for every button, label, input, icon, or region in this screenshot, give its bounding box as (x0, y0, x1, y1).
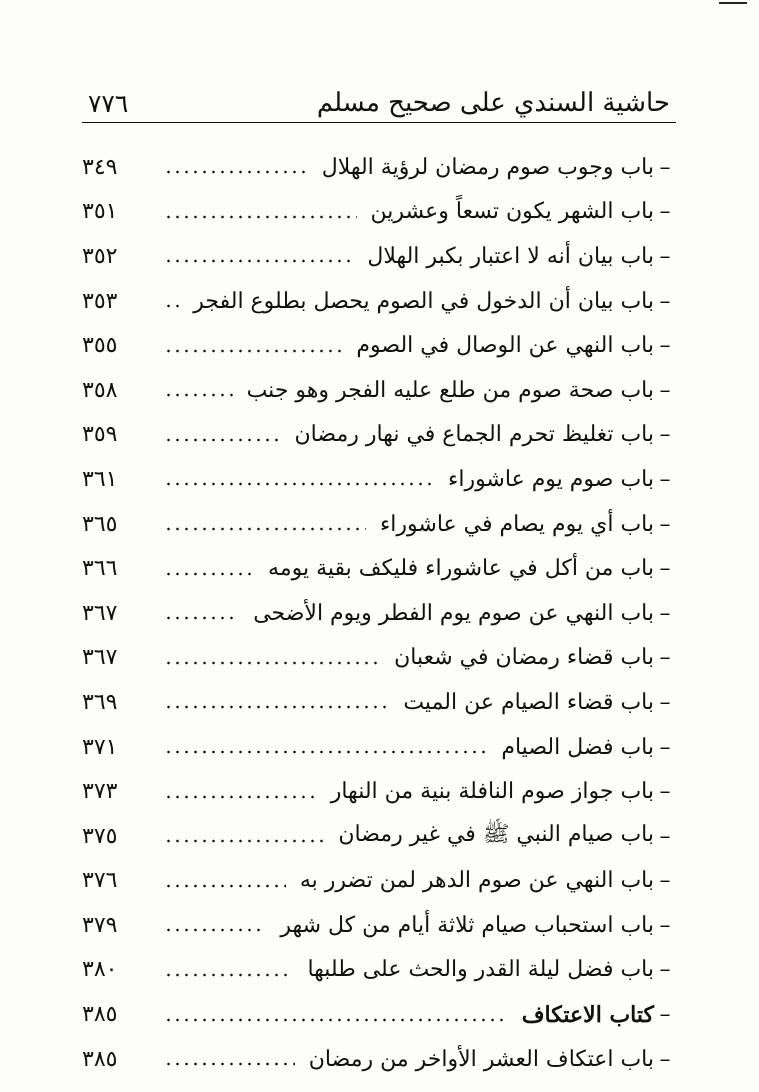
toc-dash: – (659, 333, 671, 359)
toc-entry-page: ٣٦١ (82, 466, 118, 492)
toc-entry-page: ٣٥١ (82, 199, 118, 225)
page-header (82, 72, 676, 123)
toc-entry (82, 903, 676, 948)
toc-entry (82, 948, 676, 993)
dot-leader (164, 170, 308, 174)
toc-dash: – (659, 912, 671, 938)
toc-entry (82, 457, 676, 502)
page-number: ٧٧٦ (88, 89, 129, 118)
dot-leader (164, 259, 353, 263)
toc-entry-page: ٣٦٥ (82, 511, 118, 537)
toc-entry-page: ٣٥٣ (82, 288, 118, 314)
toc-dash: – (659, 556, 671, 582)
toc-dash: – (659, 779, 671, 805)
toc-entry (82, 145, 676, 190)
toc-dash: – (659, 957, 671, 983)
toc-dash: – (659, 422, 671, 448)
toc-dash: – (659, 288, 671, 314)
toc-entry-title: باب صوم يوم عاشوراء (447, 466, 654, 492)
table-of-contents (82, 145, 676, 1081)
toc-entry-title: باب أي يوم يصام في عاشوراء (379, 511, 654, 537)
toc-entry (82, 769, 676, 814)
toc-entry-title: باب النهي عن صوم يوم الفطر ويوم الأضحى (253, 600, 654, 626)
toc-entry-page: ٣٦٧ (82, 600, 118, 626)
toc-entry-page: ٣٧٥ (82, 823, 118, 849)
toc-entry-title: باب جواز صوم النافلة بنية من النهار (330, 779, 654, 805)
dot-leader (164, 572, 254, 576)
toc-entry (82, 680, 676, 725)
toc-entry-title: باب بيان أن الدخول في الصوم يحصل بطلوع الفجر (193, 288, 654, 314)
toc-dash: – (659, 823, 671, 849)
toc-entry-title: باب قضاء الصيام عن الميت (403, 689, 654, 715)
dot-leader (164, 884, 286, 888)
dot-leader (164, 527, 366, 531)
toc-entry (82, 546, 676, 591)
toc-dash: – (659, 377, 671, 403)
running-title: حاشية السندي على صحيح مسلم (316, 88, 670, 118)
dot-leader (164, 215, 357, 219)
toc-entry-title: باب النهي عن الوصال في الصوم (356, 333, 654, 359)
toc-entry-page: ٣٨٥ (82, 1046, 118, 1072)
dot-leader (164, 1018, 508, 1022)
dot-leader (164, 928, 266, 932)
toc-entry-page: ٣٤٩ (82, 154, 118, 180)
toc-entry (82, 992, 676, 1037)
toc-entry-title: باب استحباب صيام ثلاثة أيام من كل شهر (280, 912, 654, 938)
toc-entry (82, 279, 676, 324)
page (82, 72, 676, 1081)
toc-entry (82, 814, 676, 859)
toc-entry-page: ٣٨٠ (82, 957, 118, 983)
toc-dash: – (659, 243, 671, 269)
toc-entry-page: ٣٧٩ (82, 912, 118, 938)
toc-dash: – (659, 868, 671, 894)
toc-entry (82, 234, 676, 279)
toc-entry-page: ٣٥٩ (82, 422, 118, 448)
dot-leader (164, 304, 179, 308)
corner-mark (719, 2, 747, 4)
dot-leader (164, 705, 389, 709)
toc-entry-title: باب فضل ليلة القدر والحث على طلبها (307, 957, 654, 983)
toc-entry (82, 413, 676, 458)
toc-entry (82, 1037, 676, 1082)
dot-leader (164, 795, 317, 799)
dot-leader (164, 839, 324, 843)
toc-entry-page: ٣٦٦ (82, 556, 118, 582)
toc-entry-title: باب النهي عن صوم الدهر لمن تضرر به (299, 868, 654, 894)
toc-entry-page: ٣٦٩ (82, 689, 118, 715)
toc-entry-page: ٣٧١ (82, 734, 118, 760)
toc-entry-title: باب اعتكاف العشر الأواخر من رمضان (308, 1046, 654, 1072)
toc-entry-title: باب صيام النبي ﷺ في غير رمضان (338, 822, 654, 848)
toc-entry (82, 502, 676, 547)
dot-leader (164, 349, 342, 353)
toc-entry-page: ٣٧٣ (82, 779, 118, 805)
toc-entry (82, 636, 676, 681)
toc-entry-title: باب وجوب صوم رمضان لرؤية الهلال (321, 154, 654, 180)
toc-entry (82, 859, 676, 904)
toc-dash: – (659, 199, 671, 225)
toc-dash: – (659, 466, 671, 492)
dot-leader (164, 750, 487, 754)
toc-dash: – (659, 600, 671, 626)
toc-entry (82, 190, 676, 235)
dot-leader (164, 482, 434, 486)
toc-entry-page: ٣٥٥ (82, 333, 118, 359)
toc-entry-page: ٣٧٦ (82, 868, 118, 894)
toc-entry-page: ٣٥٨ (82, 377, 118, 403)
toc-entry-page: ٣٥٢ (82, 243, 118, 269)
toc-entry-title: باب بيان أنه لا اعتبار بكبر الهلال (367, 243, 654, 269)
dot-leader (164, 661, 380, 665)
toc-dash: – (659, 734, 671, 760)
toc-dash: – (659, 1002, 671, 1028)
toc-entry-title: باب تغليظ تحرم الجماع في نهار رمضان (294, 422, 654, 448)
toc-dash: – (659, 1046, 671, 1072)
toc-entry (82, 725, 676, 770)
toc-entry-page: ٣٨٥ (82, 1002, 118, 1028)
toc-entry-page: ٣٦٧ (82, 645, 118, 671)
dot-leader (164, 438, 281, 442)
dot-leader (164, 393, 233, 397)
toc-entry-title: باب من أكل في عاشوراء فليكف بقية يومه (268, 556, 654, 582)
toc-entry-title: باب صحة صوم من طلع عليه الفجر وهو جنب (246, 377, 654, 403)
toc-dash: – (659, 154, 671, 180)
toc-entry-title: كتاب الاعتكاف (521, 1001, 654, 1028)
toc-entry (82, 368, 676, 413)
dot-leader (164, 616, 239, 620)
toc-entry (82, 323, 676, 368)
toc-dash: – (659, 645, 671, 671)
dot-leader (164, 1062, 295, 1066)
toc-dash: – (659, 511, 671, 537)
dot-leader (164, 973, 293, 977)
toc-dash: – (659, 689, 671, 715)
toc-entry-title: باب قضاء رمضان في شعبان (394, 645, 654, 671)
toc-entry-title: باب الشهر يكون تسعاً وعشرين (370, 199, 654, 225)
toc-entry-title: باب فضل الصيام (501, 734, 654, 760)
toc-entry (82, 591, 676, 636)
